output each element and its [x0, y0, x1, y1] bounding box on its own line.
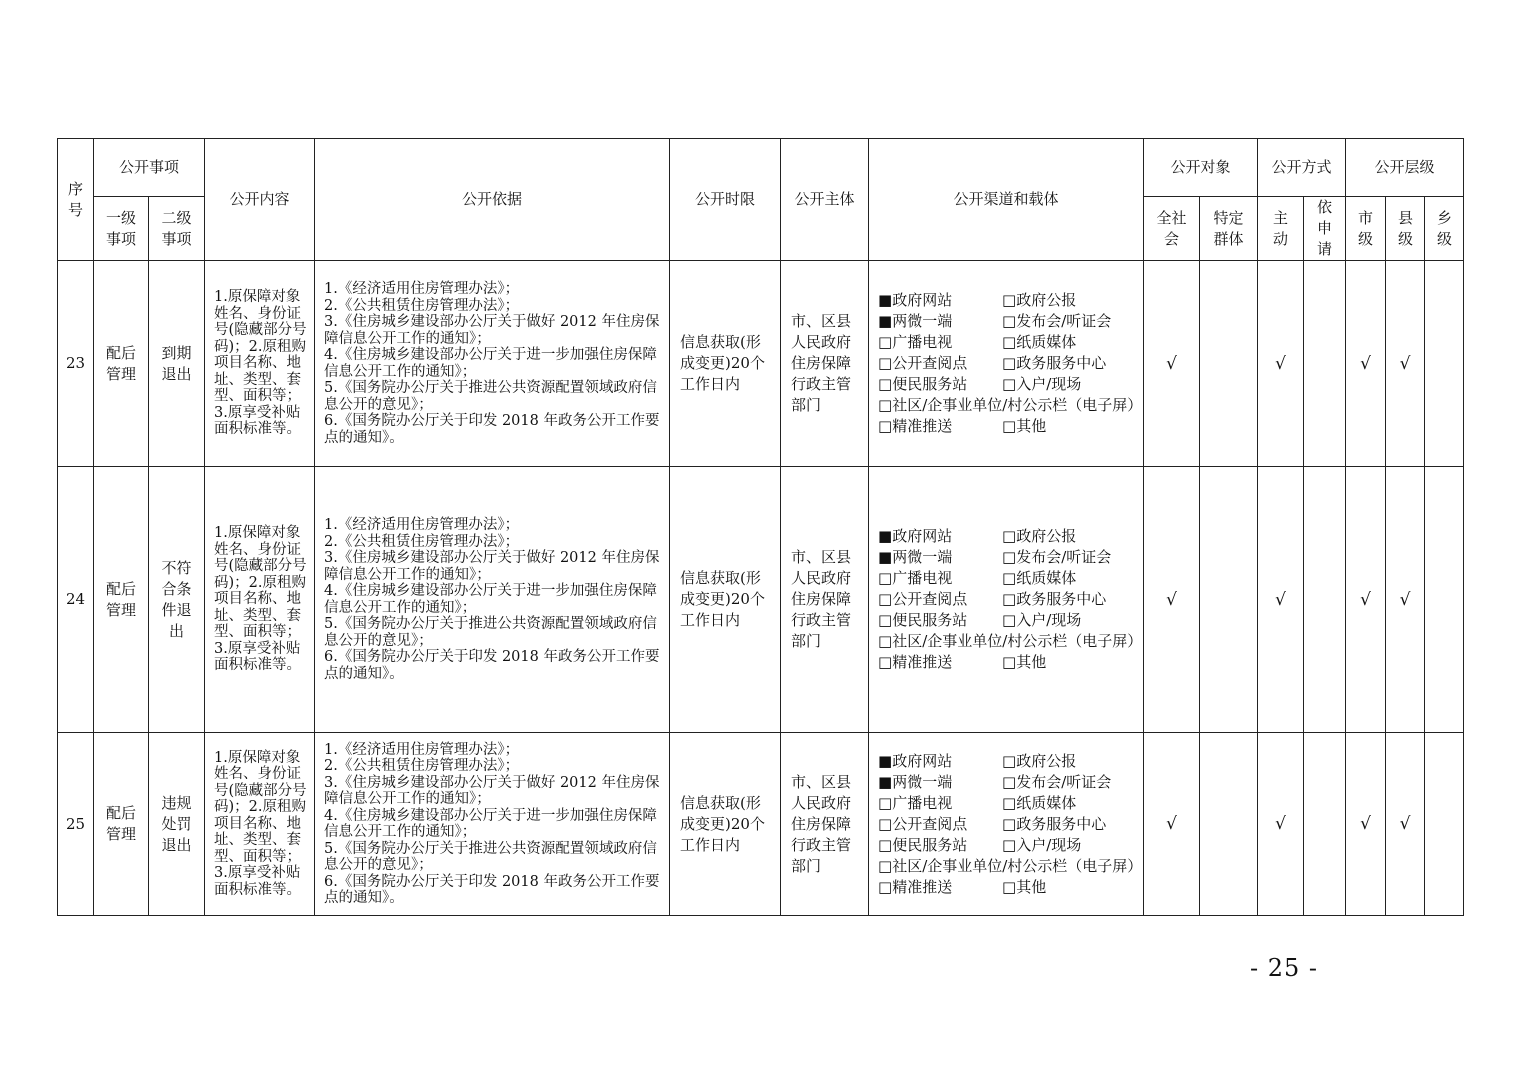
basis-item: 2.《公共租赁住房管理办法》； — [324, 758, 520, 774]
channel-row — [878, 877, 1137, 898]
channel-option: □发布会/听证会 — [1002, 772, 1112, 791]
basis-item: 6.《国务院办公厅关于印发 2018 年政务公开工作要点的通知》。 — [324, 649, 660, 682]
channel-option: □政府公报 — [1002, 527, 1077, 545]
channel-option: ■两微一端 — [878, 312, 953, 330]
channel-option: □公开查阅点 — [878, 590, 968, 608]
header-content: 公开内容 — [205, 139, 315, 261]
row-level2: 不符合条件退出 — [149, 467, 205, 733]
check-all: √ — [1144, 261, 1200, 467]
channel-option: ■政府网站 — [878, 291, 953, 309]
channel-option: □便民服务站 — [878, 835, 968, 854]
row-level1: 配后管理 — [94, 261, 149, 467]
channel-option: ■两微一端 — [878, 772, 953, 791]
channel-option: □发布会/听证会 — [1002, 312, 1112, 330]
channel-row — [878, 793, 1137, 814]
channel-row — [878, 526, 1137, 547]
channel-option: □入户/现场 — [1002, 611, 1082, 629]
header-method-active: 主动 — [1258, 197, 1304, 261]
channel-option: □便民服务站 — [878, 375, 968, 393]
channel-option: □社区/企事业单位/村公示栏（电子屏） — [878, 856, 1143, 875]
channel-option: □广播电视 — [878, 793, 953, 812]
channel-row — [878, 374, 1137, 395]
check-county: √ — [1386, 467, 1425, 733]
row-basis — [315, 733, 670, 916]
header-level-township: 乡级 — [1425, 197, 1464, 261]
channel-option: □公开查阅点 — [878, 814, 968, 833]
channel-row — [878, 290, 1137, 311]
header-target-specific: 特定群体 — [1200, 197, 1258, 261]
check-apply — [1304, 733, 1346, 916]
basis-item: 4.《住房城乡建设部办公厅关于进一步加强住房保障信息公开工作的通知》； — [324, 347, 657, 380]
row-subject: 市、区县人民政府住房保障行政主管部门 — [781, 733, 869, 916]
channel-row — [878, 353, 1137, 374]
channel-option: □其他 — [1002, 877, 1047, 896]
row-basis — [315, 261, 670, 467]
channel-option: ■政府网站 — [878, 527, 953, 545]
basis-item: 2.《公共租赁住房管理办法》； — [324, 533, 520, 550]
header-channels: 公开渠道和载体 — [869, 139, 1144, 261]
header-level2: 二级事项 — [149, 197, 205, 261]
basis-item: 4.《住房城乡建设部办公厅关于进一步加强住房保障信息公开工作的通知》； — [324, 583, 657, 616]
row-level2: 到期退出 — [149, 261, 205, 467]
row-subject: 市、区县人民政府住房保障行政主管部门 — [781, 261, 869, 467]
channel-row — [878, 416, 1137, 437]
table-row — [58, 261, 1464, 467]
check-apply — [1304, 467, 1346, 733]
row-channels — [869, 733, 1144, 916]
channel-row — [878, 568, 1137, 589]
row-time-limit: 信息获取(形成变更)20个工作日内 — [670, 733, 781, 916]
channel-option: □纸质媒体 — [1002, 793, 1077, 812]
header-basis: 公开依据 — [315, 139, 670, 261]
basis-item: 2.《公共租赁住房管理办法》； — [324, 297, 520, 314]
channel-option: □社区/企事业单位/村公示栏（电子屏） — [878, 396, 1143, 414]
check-township — [1425, 733, 1464, 916]
page-number: - 25 - — [1250, 954, 1319, 982]
header-seq: 序号 — [58, 139, 94, 261]
channel-row — [878, 311, 1137, 332]
check-city: √ — [1346, 261, 1386, 467]
check-active: √ — [1258, 467, 1304, 733]
header-items-group: 公开事项 — [94, 139, 205, 197]
basis-item: 4.《住房城乡建设部办公厅关于进一步加强住房保障信息公开工作的通知》； — [324, 807, 657, 840]
channel-option: □发布会/听证会 — [1002, 548, 1112, 566]
basis-item: 1.《经济适用住房管理办法》； — [324, 741, 520, 758]
check-all: √ — [1144, 733, 1200, 916]
header-level-group: 公开层级 — [1346, 139, 1464, 197]
basis-item: 3.《住房城乡建设部办公厅关于做好 2012 年住房保障信息公开工作的通知》； — [324, 774, 660, 807]
channel-option: ■政府网站 — [878, 751, 953, 770]
check-township — [1425, 261, 1464, 467]
row-channels — [869, 467, 1144, 733]
basis-item: 6.《国务院办公厅关于印发 2018 年政务公开工作要点的通知》。 — [324, 873, 660, 906]
basis-item: 6.《国务院办公厅关于印发 2018 年政务公开工作要点的通知》。 — [324, 413, 660, 446]
header-method-group: 公开方式 — [1258, 139, 1346, 197]
channel-option: □政务服务中心 — [1002, 354, 1107, 372]
channel-row — [878, 814, 1137, 835]
basis-item: 1.《经济适用住房管理办法》； — [324, 517, 520, 533]
row-time-limit: 信息获取(形成变更)20个工作日内 — [670, 261, 781, 467]
check-county: √ — [1386, 261, 1425, 467]
table-row — [58, 733, 1464, 916]
channel-option: □广播电视 — [878, 333, 953, 351]
basis-item: 3.《住房城乡建设部办公厅关于做好 2012 年住房保障信息公开工作的通知》； — [324, 314, 660, 347]
header-level-county: 县级 — [1386, 197, 1425, 261]
channel-option: □入户/现场 — [1002, 375, 1082, 393]
channel-option: □社区/企事业单位/村公示栏（电子屏） — [878, 632, 1143, 650]
header-subject: 公开主体 — [781, 139, 869, 261]
basis-item: 5.《国务院办公厅关于推进公共资源配置领域政府信息公开的意见》； — [324, 380, 657, 413]
channel-option: □其他 — [1002, 653, 1047, 671]
row-level1: 配后管理 — [94, 467, 149, 733]
check-specific — [1200, 261, 1258, 467]
row-seq: 25 — [58, 733, 94, 916]
channel-option: □广播电视 — [878, 569, 953, 587]
channel-row — [878, 652, 1137, 673]
channel-option: □精准推送 — [878, 653, 953, 671]
channel-row — [878, 772, 1137, 793]
channel-option: □精准推送 — [878, 877, 953, 896]
channel-option: □政务服务中心 — [1002, 814, 1107, 833]
check-specific — [1200, 733, 1258, 916]
channel-row — [878, 332, 1137, 353]
channel-row — [878, 835, 1137, 856]
row-content: 1.原保障对象姓名、身份证号(隐藏部分号码)；2.原租购项目名称、地址、类型、套型、面积等；3.原享受补贴面积标准等。 — [205, 733, 315, 916]
row-seq: 23 — [58, 261, 94, 467]
basis-item: 3.《住房城乡建设部办公厅关于做好 2012 年住房保障信息公开工作的通知》； — [324, 550, 660, 583]
row-basis — [315, 467, 670, 733]
check-apply — [1304, 261, 1346, 467]
basis-item: 5.《国务院办公厅关于推进公共资源配置领域政府信息公开的意见》； — [324, 616, 657, 649]
channel-row — [878, 610, 1137, 631]
channel-option: □政府公报 — [1002, 291, 1077, 309]
check-county: √ — [1386, 733, 1425, 916]
basis-item: 1.《经济适用住房管理办法》； — [324, 281, 520, 297]
row-level1: 配后管理 — [94, 733, 149, 916]
channel-option: ■两微一端 — [878, 548, 953, 566]
channel-option: □精准推送 — [878, 417, 953, 435]
row-channels — [869, 261, 1144, 467]
channel-option: □入户/现场 — [1002, 835, 1082, 854]
check-all: √ — [1144, 467, 1200, 733]
header-target-all: 全社会 — [1144, 197, 1200, 261]
channel-option: □其他 — [1002, 417, 1047, 435]
header-level1: 一级事项 — [94, 197, 149, 261]
row-time-limit: 信息获取(形成变更)20个工作日内 — [670, 467, 781, 733]
header-level-city: 市级 — [1346, 197, 1386, 261]
row-level2: 违规处罚退出 — [149, 733, 205, 916]
channel-option: □纸质媒体 — [1002, 569, 1077, 587]
check-city: √ — [1346, 467, 1386, 733]
channel-option: □公开查阅点 — [878, 354, 968, 372]
check-township — [1425, 467, 1464, 733]
header-time-limit: 公开时限 — [670, 139, 781, 261]
channel-option: □政府公报 — [1002, 751, 1077, 770]
header-target-group: 公开对象 — [1144, 139, 1258, 197]
header-method-apply: 依申请 — [1304, 197, 1346, 261]
channel-option: □纸质媒体 — [1002, 333, 1077, 351]
row-content: 1.原保障对象姓名、身份证号(隐藏部分号码)；2.原租购项目名称、地址、类型、套型、面积等；3.原享受补贴面积标准等。 — [205, 261, 315, 467]
table-row — [58, 467, 1464, 733]
row-content: 1.原保障对象姓名、身份证号(隐藏部分号码)；2.原租购项目名称、地址、类型、套型、面积等；3.原享受补贴面积标准等。 — [205, 467, 315, 733]
check-city: √ — [1346, 733, 1386, 916]
check-specific — [1200, 467, 1258, 733]
row-subject: 市、区县人民政府住房保障行政主管部门 — [781, 467, 869, 733]
channel-row — [878, 589, 1137, 610]
row-seq: 24 — [58, 467, 94, 733]
check-active: √ — [1258, 733, 1304, 916]
check-active: √ — [1258, 261, 1304, 467]
disclosure-table — [57, 138, 1464, 916]
channel-option: □便民服务站 — [878, 611, 968, 629]
channel-row — [878, 547, 1137, 568]
basis-item: 5.《国务院办公厅关于推进公共资源配置领域政府信息公开的意见》； — [324, 840, 657, 873]
channel-option: □政务服务中心 — [1002, 590, 1107, 608]
channel-row — [878, 751, 1137, 772]
